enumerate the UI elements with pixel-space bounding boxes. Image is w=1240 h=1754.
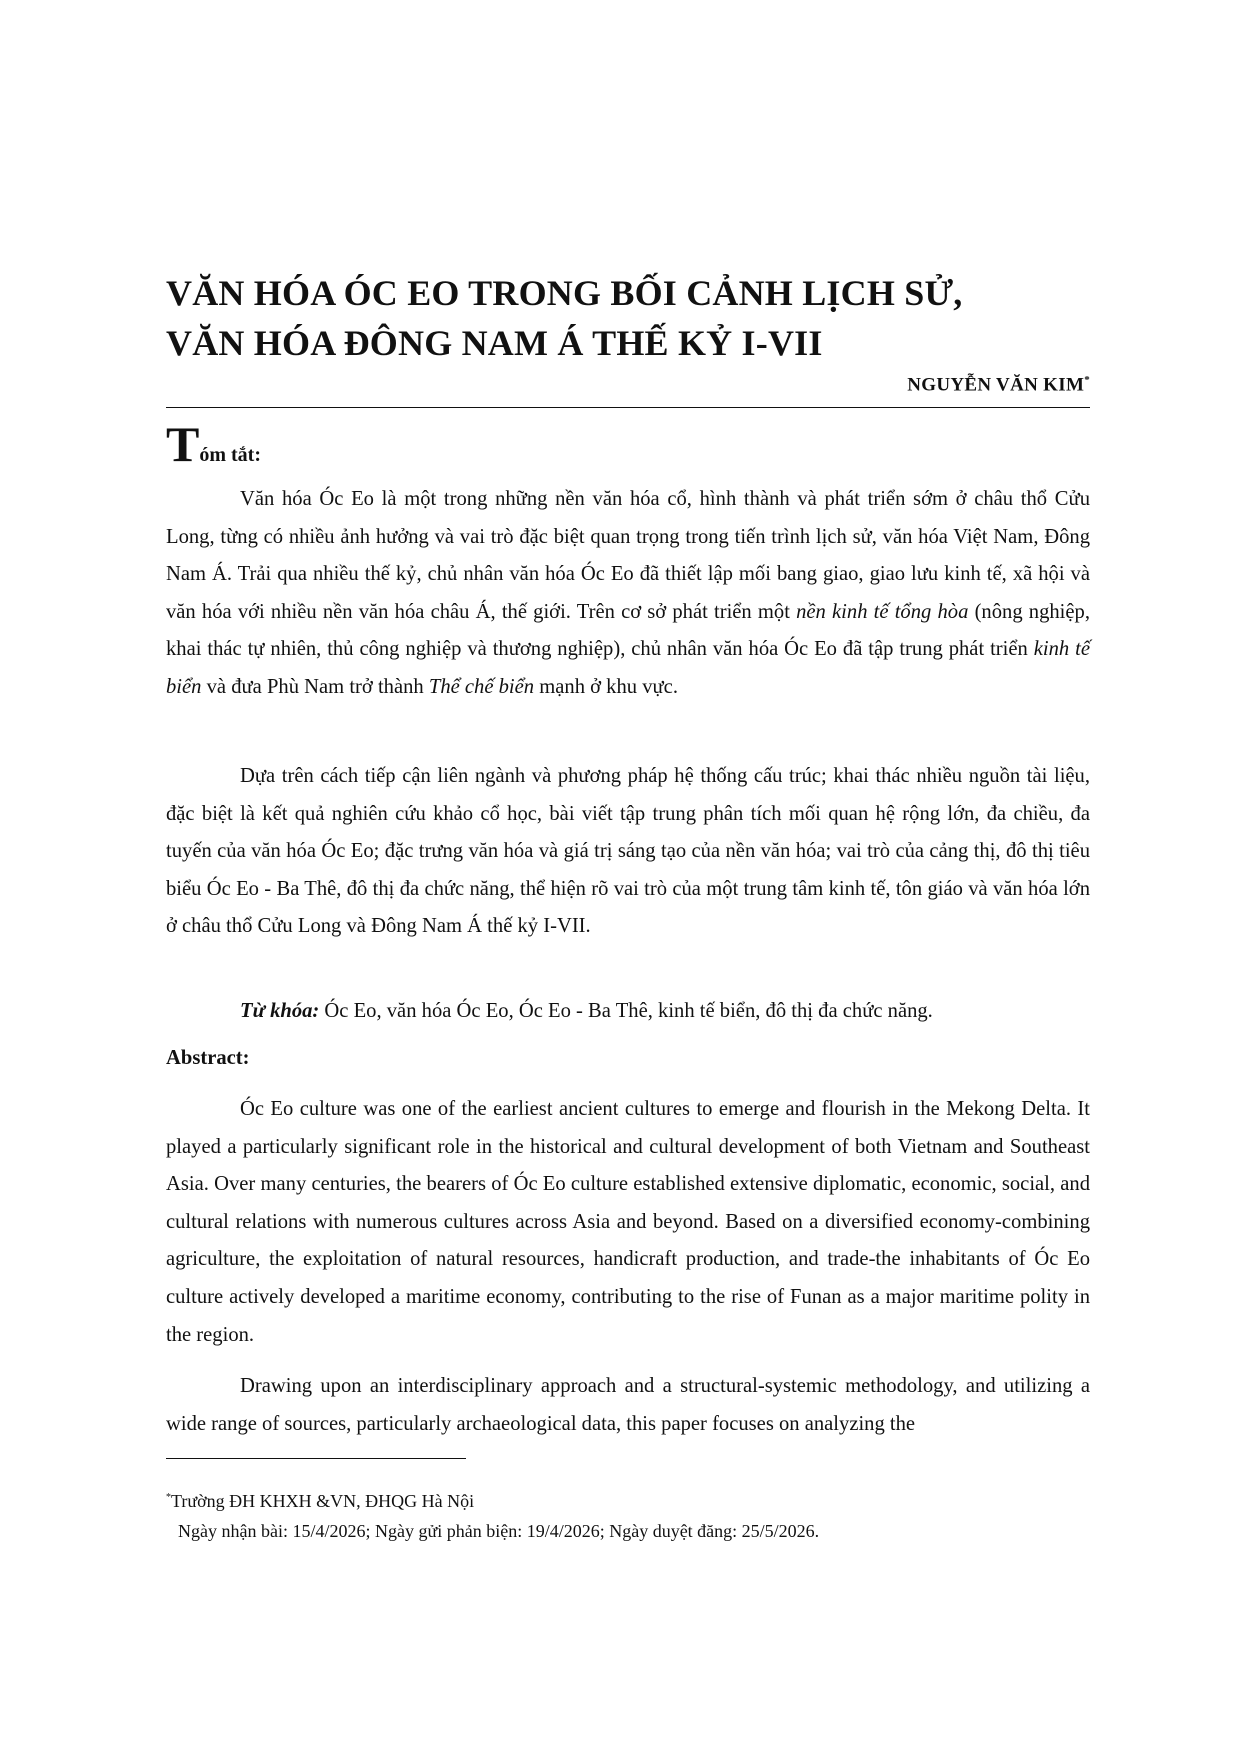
title-line-1: VĂN HÓA ÓC EO TRONG BỐI CẢNH LỊCH SỬ, xyxy=(166,273,963,313)
keywords-label: Từ khóa: xyxy=(240,1000,320,1022)
author-name: NGUYỄN VĂN KIM* xyxy=(907,374,1090,396)
abstract-paragraph-2: Drawing upon an interdisciplinary approach and a structural-systemic methodology, and utilizing a wide range of sources, particularly archaeological data, this paper focuses on analyzing the xyxy=(166,1375,1090,1435)
summary-paragraph-2: Dựa trên cách tiếp cận liên ngành và phương pháp hệ thống cấu trúc; khai thác nhiều nguồn tài liệu, đặc biệt là kết quả nghiên cứu khảo cổ học, bài viết tập trung phân tích mối quan hệ rộng lớn, đa chiều, đa tuyến của văn hóa Óc Eo; đặc trưng văn hóa và giá trị sáng tạo của nền văn hóa; vai trò của cảng thị, đô thị tiêu biểu Óc Eo - Ba Thê, đô thị đa chức năng, thể hiện rõ vai trò của một trung tâm kinh tế, tôn giáo và văn hóa lớn ở châu thổ Cửu Long và Đông Nam Á thế kỷ I-VII. xyxy=(166,765,1090,938)
summary-heading xyxy=(166,414,261,474)
emphasis-maritime-polity: Thể chế biển xyxy=(428,675,535,698)
footnote-mark: * xyxy=(166,1492,171,1503)
header-rule xyxy=(166,407,1090,408)
paper-title xyxy=(166,268,1086,368)
title-line-2: VĂN HÓA ĐÔNG NAM Á THẾ KỶ I-VII xyxy=(166,323,823,363)
author-footnote-mark: * xyxy=(1084,374,1090,386)
emphasis-mixed-economy: nền kinh tế tổng hòa xyxy=(796,600,969,623)
keywords-text: Óc Eo, văn hóa Óc Eo, Óc Eo - Ba Thê, kinh tế biển, đô thị đa chức năng. xyxy=(319,1000,933,1022)
keywords xyxy=(166,993,1090,1031)
summary-dropcap: T xyxy=(166,416,200,472)
summary-heading-rest: óm tắt: xyxy=(199,444,261,466)
summary-paragraph-1: Văn hóa Óc Eo là một trong những nền văn hóa cổ, hình thành và phát triển sớm ở châu thổ Cửu Long, từng có nhiều ảnh hưởng và vai trò đặc biệt quan trọng trong tiến trình lịch sử, văn hóa Việt Nam, Đông Nam Á. Trải qua nhiều thế kỷ, chủ nhân văn hóa Óc Eo đã thiết lập mối bang giao, giao lưu kinh tế, xã hội và văn hóa với nhiều nền văn hóa châu Á, thế giới. Trên cơ sở phát triển một nền kinh tế tổng hòa (nông nghiệp, khai thác tự nhiên, thủ công nghiệp và thương nghiệp), chủ nhân văn hóa Óc Eo đã tập trung phát triển kinh tế biển và đưa Phù Nam trở thành Thể chế biển mạnh ở khu vực. xyxy=(166,488,1090,698)
abstract-heading: Abstract: xyxy=(166,1047,250,1069)
emphasis-maritime-economy: kinh tế biển xyxy=(166,638,1090,698)
footnote-rule xyxy=(166,1458,466,1459)
footnote-dates: Ngày nhận bài: 15/4/2026; Ngày gửi phản biện: 19/4/2026; Ngày duyệt đăng: 25/5/2026. xyxy=(178,1521,820,1541)
footnote-affiliation: *Trường ĐH KHXH &VN, ĐHQG Hà Nội xyxy=(166,1491,475,1511)
abstract-paragraph-1: Óc Eo culture was one of the earliest ancient cultures to emerge and flourish in the Mekong Delta. It played a particularly significant role in the historical and cultural development of both Vietnam and Southeast Asia. Over many centuries, the bearers of Óc Eo culture established extensive diplomatic, economic, social, and cultural relations with numerous cultures across Asia and beyond. Based on a diversified economy-combining agriculture, the exploitation of natural resources, handicraft production, and trade-the inhabitants of Óc Eo culture actively developed a maritime economy, contributing to the rise of Funan as a major maritime polity in the region. xyxy=(166,1098,1090,1346)
